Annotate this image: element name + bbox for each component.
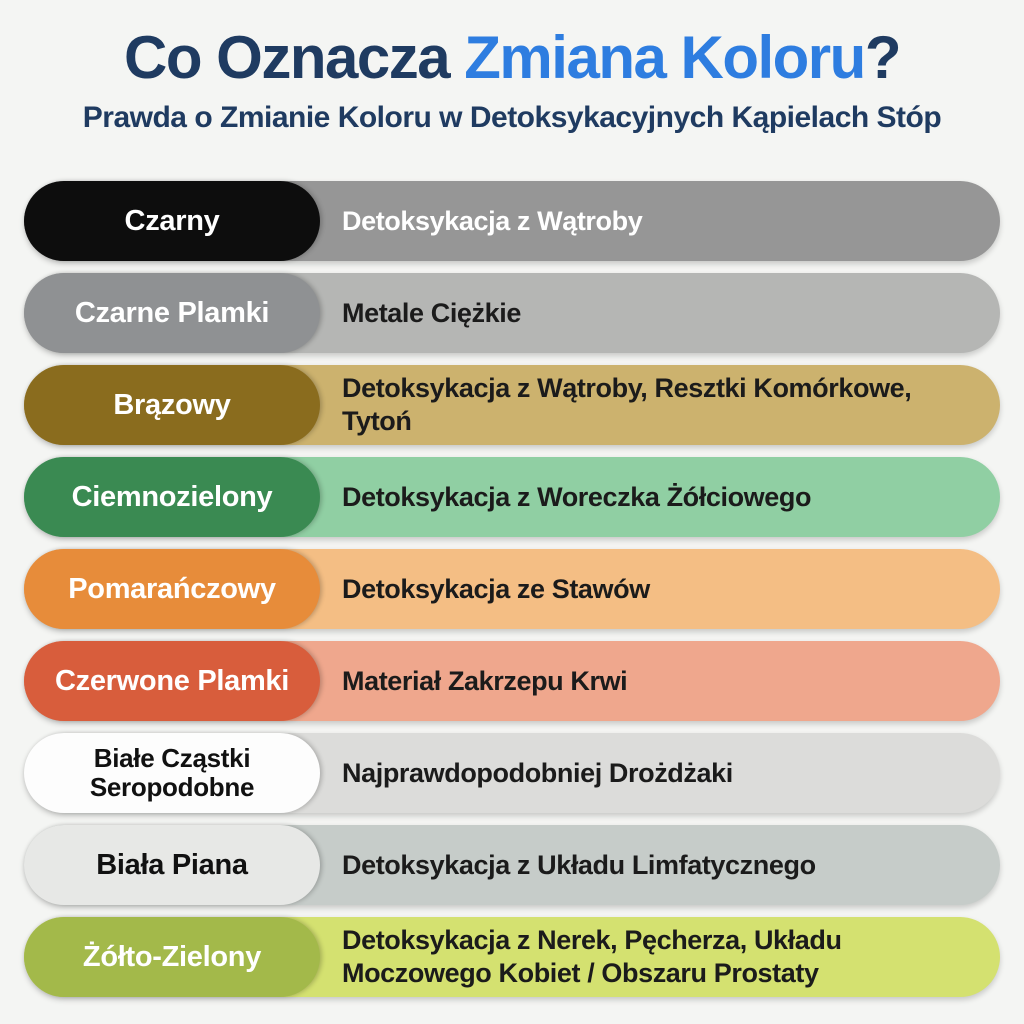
color-pill-biale-czastki [24, 733, 320, 813]
color-name-label: Żółto-Zielony [82, 940, 262, 973]
color-name-label: Pomarańczowy [68, 572, 276, 605]
color-pill-ciemnozielony [24, 457, 320, 537]
color-pill-czarne-plamki [24, 273, 320, 353]
color-name-label-line2: Seropodobne [89, 772, 255, 802]
color-name-label: Czarne Plamki [74, 296, 270, 329]
color-description: Najprawdopodobniej Drożdżaki [342, 757, 733, 788]
row-czarny [24, 181, 1000, 261]
row-czarne-plamki [24, 273, 1000, 353]
color-description [320, 924, 1000, 990]
color-description: Detoksykacja z Wątroby, Resztki Komórkowe, Tytoń [342, 373, 912, 436]
color-pill-zolto-zielony [24, 917, 320, 997]
color-description: Metale Ciężkie [342, 297, 521, 328]
title-accent-text: Zmiana Koloru [464, 24, 865, 91]
color-pill-czarny [24, 181, 320, 261]
page-subtitle: Prawda o Zmianie Koloru w Detoksykacyjnych Kąpielach Stóp [82, 101, 942, 134]
color-name-label: Ciemnozielony [71, 480, 273, 513]
row-ciemnozielony [24, 457, 1000, 537]
color-description-line1: Detoksykacja z Nerek, Pęcherza, Układu [342, 925, 842, 956]
color-description: Detoksykacja z Wątroby [342, 205, 643, 236]
color-name-label: Brązowy [113, 388, 231, 421]
row-zolto-zielony [24, 917, 1000, 997]
color-name-label: Czarny [124, 204, 220, 237]
row-brazowy [24, 365, 1000, 445]
color-pill-biala-piana [24, 825, 320, 905]
row-biala-piana [24, 825, 1000, 905]
color-pill-pomaranczowy [24, 549, 320, 629]
title-primary-text: Co Oznacza [124, 24, 465, 91]
row-pomaranczowy [24, 549, 1000, 629]
color-pill-czerwone-plamki [24, 641, 320, 721]
color-description: Detoksykacja z Układu Limfatycznego [342, 849, 816, 880]
color-rows-list [24, 181, 1000, 997]
color-pill-brazowy [24, 365, 320, 445]
header [0, 26, 1024, 135]
color-name-label-line1: Białe Cząstki [93, 742, 251, 773]
title-question-mark: ? [864, 24, 900, 91]
color-name-label: Czerwone Plamki [54, 664, 290, 697]
color-description-line2: Moczowego Kobiet / Obszaru Prostaty [342, 958, 819, 988]
row-czerwone-plamki [24, 641, 1000, 721]
page-title [0, 26, 1024, 89]
color-description: Detoksykacja ze Stawów [342, 573, 650, 604]
color-description: Materiał Zakrzepu Krwi [342, 665, 628, 696]
color-name-label: Biała Piana [96, 848, 248, 881]
row-biale-czastki [24, 733, 1000, 813]
color-description: Detoksykacja z Woreczka Żółciowego [342, 481, 812, 512]
